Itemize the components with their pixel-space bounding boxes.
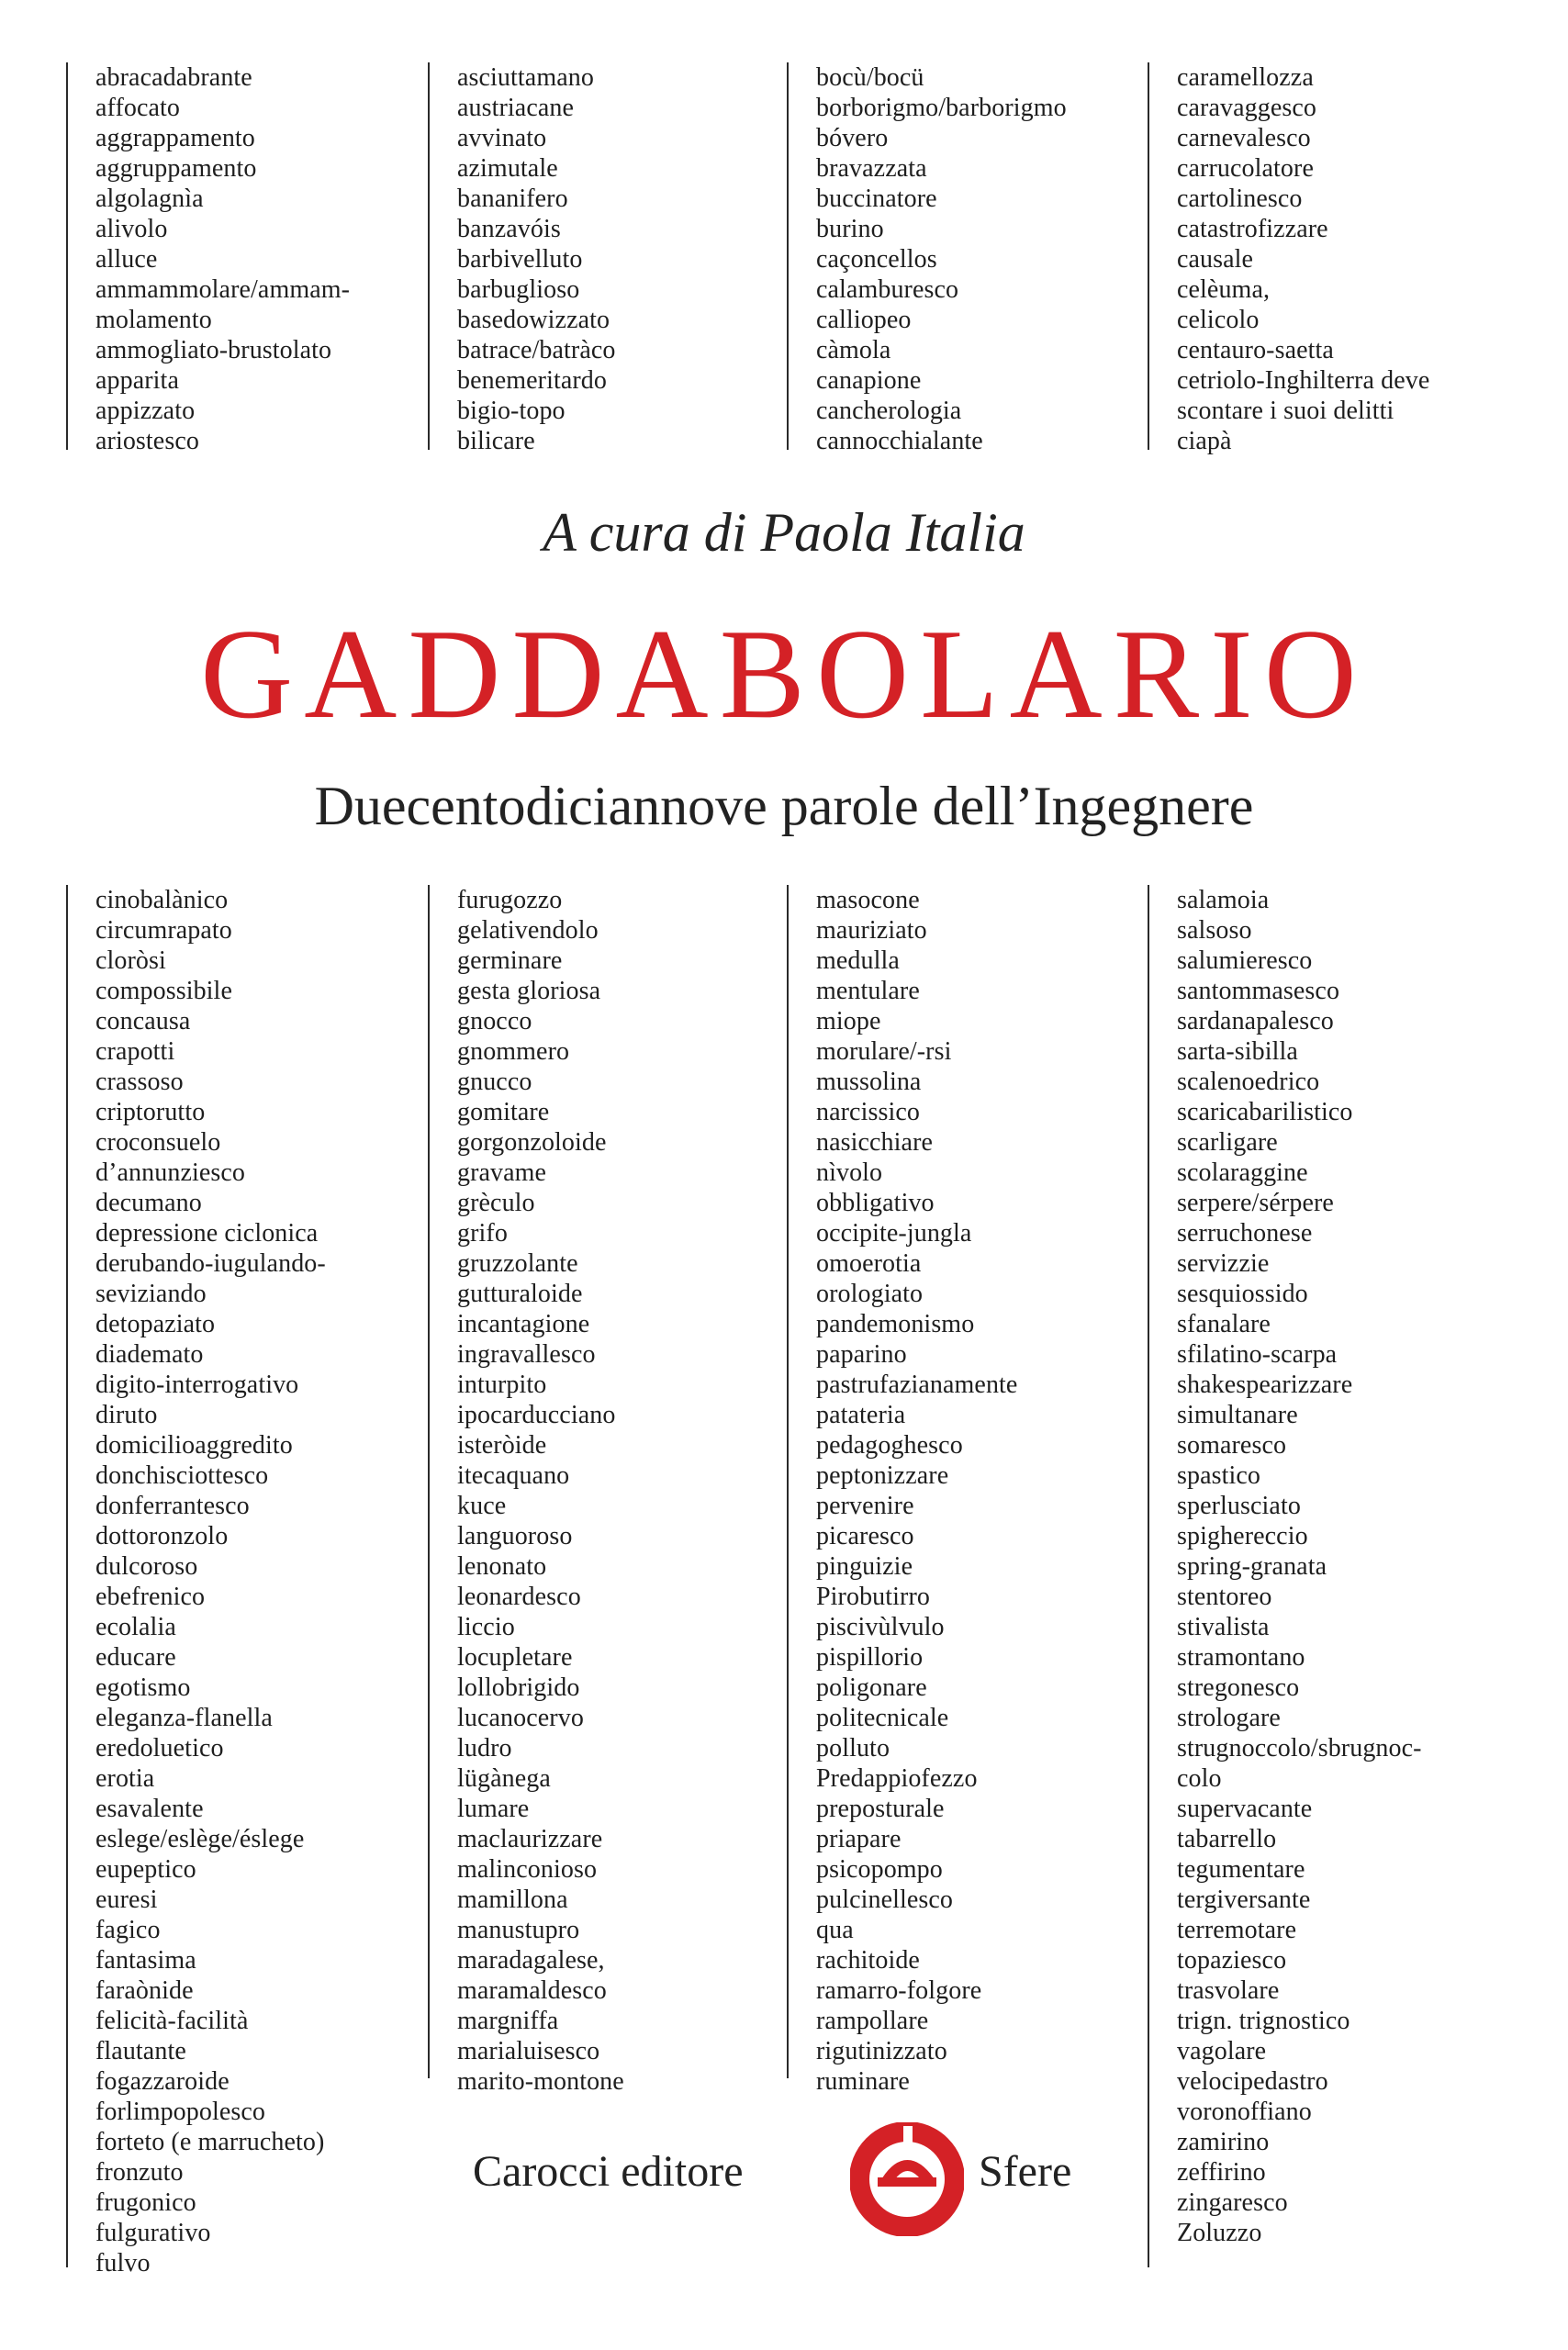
word-entry: languoroso bbox=[457, 1522, 573, 1550]
word-entry: banzavóis bbox=[457, 215, 561, 243]
word-entry: sesquiossido bbox=[1177, 1280, 1308, 1308]
word-entry: sfanalare bbox=[1177, 1310, 1271, 1338]
word-entry: digito-interrogativo bbox=[95, 1371, 299, 1399]
word-entry: eupeptico bbox=[95, 1855, 196, 1884]
word-entry: kuce bbox=[457, 1492, 507, 1520]
word-entry: peptonizzare bbox=[816, 1461, 949, 1490]
word-entry: masocone bbox=[816, 886, 920, 914]
word-entry: sfilatino-scarpa bbox=[1177, 1340, 1338, 1369]
word-entry: medulla bbox=[816, 946, 900, 975]
word-entry: grifo bbox=[457, 1219, 508, 1248]
word-entry: leonardesco bbox=[457, 1583, 581, 1611]
word-entry: bigio-topo bbox=[457, 397, 566, 425]
word-entry: fogazzaroide bbox=[95, 2067, 230, 2096]
word-entry: fagico bbox=[95, 1916, 161, 1944]
word-entry: donchisciottesco bbox=[95, 1461, 269, 1490]
top-word-column-1 bbox=[66, 62, 351, 455]
word-entry: mauriziato bbox=[816, 916, 927, 945]
word-entry: picaresco bbox=[816, 1522, 914, 1550]
bottom-word-column-4 bbox=[1148, 885, 1422, 2267]
word-entry: apparita bbox=[95, 366, 179, 395]
word-entry: caçoncellos bbox=[816, 245, 937, 274]
word-entry: rigutinizzato bbox=[816, 2037, 947, 2065]
word-entry: cetriolo-Inghilterra deve bbox=[1177, 366, 1430, 395]
word-entry: gomitare bbox=[457, 1098, 550, 1126]
word-entry: bravazzata bbox=[816, 154, 927, 183]
word-entry: lumare bbox=[457, 1795, 530, 1823]
word-entry: miope bbox=[816, 1007, 881, 1035]
word-entry: santommasesco bbox=[1177, 977, 1340, 1005]
word-entry: aggrappamento bbox=[95, 124, 255, 152]
word-entry: trasvolare bbox=[1177, 1976, 1280, 2005]
word-entry: alluce bbox=[95, 245, 158, 274]
word-entry: scaricabarilistico bbox=[1177, 1098, 1353, 1126]
bottom-word-column-2 bbox=[428, 885, 624, 2096]
word-entry: ruminare bbox=[816, 2067, 910, 2096]
word-entry: carnevalesco bbox=[1177, 124, 1311, 152]
carocci-logo-icon bbox=[850, 2122, 964, 2236]
word-entry: polluto bbox=[816, 1734, 890, 1762]
word-entry: topaziesco bbox=[1177, 1946, 1287, 1975]
word-entry: patateria bbox=[816, 1401, 906, 1429]
top-word-column-2 bbox=[428, 62, 616, 455]
word-entry: affocato bbox=[95, 94, 181, 122]
word-entry: ammammolare/ammam- bbox=[95, 275, 351, 304]
word-entry: preposturale bbox=[816, 1795, 945, 1823]
word-entry: circumrapato bbox=[95, 916, 232, 945]
word-entry: strologare bbox=[1177, 1704, 1281, 1732]
word-entry: servizzie bbox=[1177, 1249, 1270, 1278]
word-entry: liccio bbox=[457, 1613, 515, 1641]
word-entry: mussolina bbox=[816, 1068, 922, 1096]
word-entry: vagolare bbox=[1177, 2037, 1267, 2065]
word-entry: azimutale bbox=[457, 154, 558, 183]
word-entry: pedagoghesco bbox=[816, 1431, 963, 1460]
word-entry: nìvolo bbox=[816, 1158, 883, 1187]
word-entry: donferrantesco bbox=[95, 1492, 250, 1520]
word-entry: algolagnìa bbox=[95, 185, 204, 213]
logo-bar bbox=[878, 2177, 936, 2187]
word-entry: concausa bbox=[95, 1007, 191, 1035]
word-entry: cancherologia bbox=[816, 397, 962, 425]
word-entry: asciuttamano bbox=[457, 63, 594, 92]
word-entry: d’annunziesco bbox=[95, 1158, 246, 1187]
word-entry: centauro-saetta bbox=[1177, 336, 1334, 364]
word-entry: gnocco bbox=[457, 1007, 532, 1035]
word-entry: caramellozza bbox=[1177, 63, 1314, 92]
word-entry: paparino bbox=[816, 1340, 907, 1369]
word-entry: serpere/sérpere bbox=[1177, 1189, 1334, 1217]
word-entry: borborigmo/barborigmo bbox=[816, 94, 1067, 122]
word-entry: isteròide bbox=[457, 1431, 547, 1460]
word-entry: fulgurativo bbox=[95, 2219, 211, 2247]
word-entry: benemeritardo bbox=[457, 366, 607, 395]
word-entry: aggruppamento bbox=[95, 154, 257, 183]
word-entry: marito-montone bbox=[457, 2067, 624, 2096]
word-entry: bilicare bbox=[457, 427, 535, 455]
word-entry: somaresco bbox=[1177, 1431, 1287, 1460]
word-entry: ariostesco bbox=[95, 427, 199, 455]
word-entry: supervacante bbox=[1177, 1795, 1313, 1823]
word-entry: molamento bbox=[95, 306, 212, 334]
word-entry: zingaresco bbox=[1177, 2188, 1288, 2217]
word-entry: pervenire bbox=[816, 1492, 914, 1520]
word-entry: pandemonismo bbox=[816, 1310, 975, 1338]
word-entry: sardanapalesco bbox=[1177, 1007, 1334, 1035]
word-entry: ammogliato-brustolato bbox=[95, 336, 332, 364]
word-entry: avvinato bbox=[457, 124, 547, 152]
word-entry: scalenoedrico bbox=[1177, 1068, 1320, 1096]
word-entry: Predappiofezzo bbox=[816, 1764, 978, 1793]
word-entry: esavalente bbox=[95, 1795, 204, 1823]
word-entry: Zoluzzo bbox=[1177, 2219, 1262, 2247]
word-entry: gelativendolo bbox=[457, 916, 599, 945]
word-entry: scolaraggine bbox=[1177, 1158, 1308, 1187]
word-entry: shakespearizzare bbox=[1177, 1371, 1353, 1399]
top-word-column-4 bbox=[1148, 62, 1430, 455]
word-entry: celèuma, bbox=[1177, 275, 1271, 304]
word-entry: rampollare bbox=[816, 2007, 929, 2035]
word-entry: marialuisesco bbox=[457, 2037, 600, 2065]
word-entry: ipocarducciano bbox=[457, 1401, 616, 1429]
word-entry: croconsuelo bbox=[95, 1128, 221, 1157]
word-entry: dulcoroso bbox=[95, 1552, 198, 1581]
word-entry: barbuglioso bbox=[457, 275, 580, 304]
word-entry: furugozzo bbox=[457, 886, 563, 914]
word-entry: eredoluetico bbox=[95, 1734, 224, 1762]
word-entry: sarta-sibilla bbox=[1177, 1037, 1298, 1066]
word-entry: domicilioaggredito bbox=[95, 1431, 293, 1460]
word-entry: itecaquano bbox=[457, 1461, 570, 1490]
word-entry: spastico bbox=[1177, 1461, 1261, 1490]
word-entry: poligonare bbox=[816, 1673, 927, 1702]
word-entry: maramaldesco bbox=[457, 1976, 607, 2005]
word-entry: ebefrenico bbox=[95, 1583, 206, 1611]
word-entry: salamoia bbox=[1177, 886, 1270, 914]
word-entry: omoerotia bbox=[816, 1249, 922, 1278]
word-entry: lenonato bbox=[457, 1552, 547, 1581]
word-entry: qua bbox=[816, 1916, 854, 1944]
word-entry: mamillona bbox=[457, 1886, 568, 1914]
word-entry: pispillorio bbox=[816, 1643, 924, 1672]
word-entry: felicità-facilità bbox=[95, 2007, 249, 2035]
word-entry: margniffa bbox=[457, 2007, 559, 2035]
word-entry: maclaurizzare bbox=[457, 1825, 603, 1853]
word-entry: stivalista bbox=[1177, 1613, 1270, 1641]
word-entry: euresi bbox=[95, 1886, 158, 1914]
word-entry: alivolo bbox=[95, 215, 168, 243]
publisher-name: Carocci editore bbox=[473, 2147, 744, 2196]
word-entry: tabarrello bbox=[1177, 1825, 1277, 1853]
word-entry: frugonico bbox=[95, 2188, 196, 2217]
word-entry: educare bbox=[95, 1643, 176, 1672]
word-entry: depressione ciclonica bbox=[95, 1219, 319, 1248]
word-entry: gravame bbox=[457, 1158, 547, 1187]
word-entry: bóvero bbox=[816, 124, 889, 152]
word-entry: psicopompo bbox=[816, 1855, 943, 1884]
word-entry: inturpito bbox=[457, 1371, 547, 1399]
word-entry: occipite-jungla bbox=[816, 1219, 972, 1248]
word-entry: fronzuto bbox=[95, 2158, 184, 2187]
word-entry: erotia bbox=[95, 1764, 155, 1793]
word-entry: grèculo bbox=[457, 1189, 535, 1217]
word-entry: cloròsi bbox=[95, 946, 166, 975]
word-entry: lucanocervo bbox=[457, 1704, 584, 1732]
word-entry: celicolo bbox=[1177, 306, 1260, 334]
word-entry: nasicchiare bbox=[816, 1128, 934, 1157]
word-entry: incantagione bbox=[457, 1310, 590, 1338]
curator-line: A cura di Paola Italia bbox=[543, 502, 1025, 563]
word-entry: gutturaloide bbox=[457, 1280, 583, 1308]
word-entry: causale bbox=[1177, 245, 1254, 274]
word-entry: velocipedastro bbox=[1177, 2067, 1328, 2096]
word-entry: egotismo bbox=[95, 1673, 191, 1702]
word-entry: gnucco bbox=[457, 1068, 532, 1096]
word-entry: strugnoccolo/sbrugnoc- bbox=[1177, 1734, 1422, 1762]
word-entry: serruchonese bbox=[1177, 1219, 1313, 1248]
word-entry: ramarro-folgore bbox=[816, 1976, 982, 2005]
word-entry: crassoso bbox=[95, 1068, 184, 1096]
word-entry: tegumentare bbox=[1177, 1855, 1305, 1884]
word-entry: priapare bbox=[816, 1825, 902, 1853]
word-entry: terremotare bbox=[1177, 1916, 1297, 1944]
word-entry: calamburesco bbox=[816, 275, 959, 304]
word-entry: malinconioso bbox=[457, 1855, 598, 1884]
word-entry: lollobrigido bbox=[457, 1673, 580, 1702]
word-entry: stentoreo bbox=[1177, 1583, 1272, 1611]
word-entry: ciapà bbox=[1177, 427, 1232, 455]
word-entry: ingravallesco bbox=[457, 1340, 596, 1369]
word-entry: canapione bbox=[816, 366, 922, 395]
word-entry: spighereccio bbox=[1177, 1522, 1308, 1550]
word-entry: detopaziato bbox=[95, 1310, 216, 1338]
word-entry: zamirino bbox=[1177, 2128, 1270, 2156]
word-entry: buccinatore bbox=[816, 185, 937, 213]
word-entry: morulare/-rsi bbox=[816, 1037, 952, 1066]
word-entry: eleganza-flanella bbox=[95, 1704, 273, 1732]
bottom-word-column-3 bbox=[787, 885, 1018, 2096]
word-entry: cartolinesco bbox=[1177, 185, 1303, 213]
word-entry: mentulare bbox=[816, 977, 920, 1005]
word-entry: barbivelluto bbox=[457, 245, 583, 274]
word-entry: pastrufazianamente bbox=[816, 1371, 1018, 1399]
word-entry: bananifero bbox=[457, 185, 568, 213]
word-entry: maradagalese, bbox=[457, 1946, 605, 1975]
word-entry: crapotti bbox=[95, 1037, 175, 1066]
word-entry: cinobalànico bbox=[95, 886, 229, 914]
word-entry: fantasima bbox=[95, 1946, 196, 1975]
word-entry: ecolalia bbox=[95, 1613, 176, 1641]
word-entry: forlimpopolesco bbox=[95, 2098, 266, 2126]
word-entry: gorgonzoloide bbox=[457, 1128, 607, 1157]
word-entry: politecnicale bbox=[816, 1704, 949, 1732]
word-entry: flautante bbox=[95, 2037, 186, 2065]
series-name: Sfere bbox=[979, 2147, 1072, 2196]
word-entry: appizzato bbox=[95, 397, 196, 425]
word-entry: bocù/bocü bbox=[816, 63, 924, 92]
word-entry: sperlusciato bbox=[1177, 1492, 1301, 1520]
word-entry: pinguizie bbox=[816, 1552, 913, 1581]
word-entry: ludro bbox=[457, 1734, 512, 1762]
word-entry: carrucolatore bbox=[1177, 154, 1314, 183]
book-title: GADDABOLARIO bbox=[200, 603, 1368, 745]
bottom-word-column-1 bbox=[66, 885, 326, 2277]
word-entry: pulcinellesco bbox=[816, 1886, 954, 1914]
word-entry: spring-granata bbox=[1177, 1552, 1327, 1581]
word-entry: burino bbox=[816, 215, 884, 243]
word-entry: cannocchialante bbox=[816, 427, 983, 455]
word-entry: Pirobutirro bbox=[816, 1583, 930, 1611]
word-entry: fulvo bbox=[95, 2249, 151, 2277]
word-entry: abracadabrante bbox=[95, 63, 252, 92]
word-entry: forteto (e marrucheto) bbox=[95, 2128, 325, 2156]
word-entry: obbligativo bbox=[816, 1189, 935, 1217]
word-entry: faraònide bbox=[95, 1976, 194, 2005]
word-entry: càmola bbox=[816, 336, 891, 364]
word-entry: austriacane bbox=[457, 94, 575, 122]
word-entry: zeffirino bbox=[1177, 2158, 1266, 2187]
word-entry: compossibile bbox=[95, 977, 232, 1005]
word-entry: tergiversante bbox=[1177, 1886, 1311, 1914]
word-entry: rachitoide bbox=[816, 1946, 920, 1975]
word-entry: diademato bbox=[95, 1340, 204, 1369]
word-entry: simultanare bbox=[1177, 1401, 1298, 1429]
word-entry: seviziando bbox=[95, 1280, 207, 1308]
word-entry: gnommero bbox=[457, 1037, 570, 1066]
word-entry: germinare bbox=[457, 946, 563, 975]
word-entry: orologiato bbox=[816, 1280, 924, 1308]
word-entry: colo bbox=[1177, 1764, 1222, 1793]
word-entry: catastrofizzare bbox=[1177, 215, 1328, 243]
word-entry: piscivùlvulo bbox=[816, 1613, 945, 1641]
word-entry: locupletare bbox=[457, 1643, 573, 1672]
top-word-column-3 bbox=[787, 62, 1067, 455]
word-entry: batrace/batràco bbox=[457, 336, 616, 364]
word-entry: dottoronzolo bbox=[95, 1522, 229, 1550]
word-entry: lügànega bbox=[457, 1764, 551, 1793]
word-entry: decumano bbox=[95, 1189, 202, 1217]
word-entry: scontare i suoi delitti bbox=[1177, 397, 1394, 425]
word-entry: basedowizzato bbox=[457, 306, 610, 334]
word-entry: scarligare bbox=[1177, 1128, 1278, 1157]
word-entry: gruzzolante bbox=[457, 1249, 578, 1278]
word-entry: criptorutto bbox=[95, 1098, 206, 1126]
word-entry: caravaggesco bbox=[1177, 94, 1316, 122]
word-entry: stramontano bbox=[1177, 1643, 1305, 1672]
word-entry: derubando-iugulando- bbox=[95, 1249, 326, 1278]
word-entry: gesta gloriosa bbox=[457, 977, 601, 1005]
word-entry: manustupro bbox=[457, 1916, 580, 1944]
word-entry: salumieresco bbox=[1177, 946, 1313, 975]
word-entry: eslege/eslège/éslege bbox=[95, 1825, 305, 1853]
word-entry: calliopeo bbox=[816, 306, 912, 334]
book-subtitle: Duecentodiciannove parole dell’Ingegnere bbox=[314, 776, 1254, 836]
word-entry: trign. trignostico bbox=[1177, 2007, 1350, 2035]
word-entry: stregonesco bbox=[1177, 1673, 1300, 1702]
word-entry: salsoso bbox=[1177, 916, 1252, 945]
word-entry: diruto bbox=[95, 1401, 158, 1429]
word-entry: narcissico bbox=[816, 1098, 920, 1126]
word-entry: voronoffiano bbox=[1177, 2098, 1312, 2126]
